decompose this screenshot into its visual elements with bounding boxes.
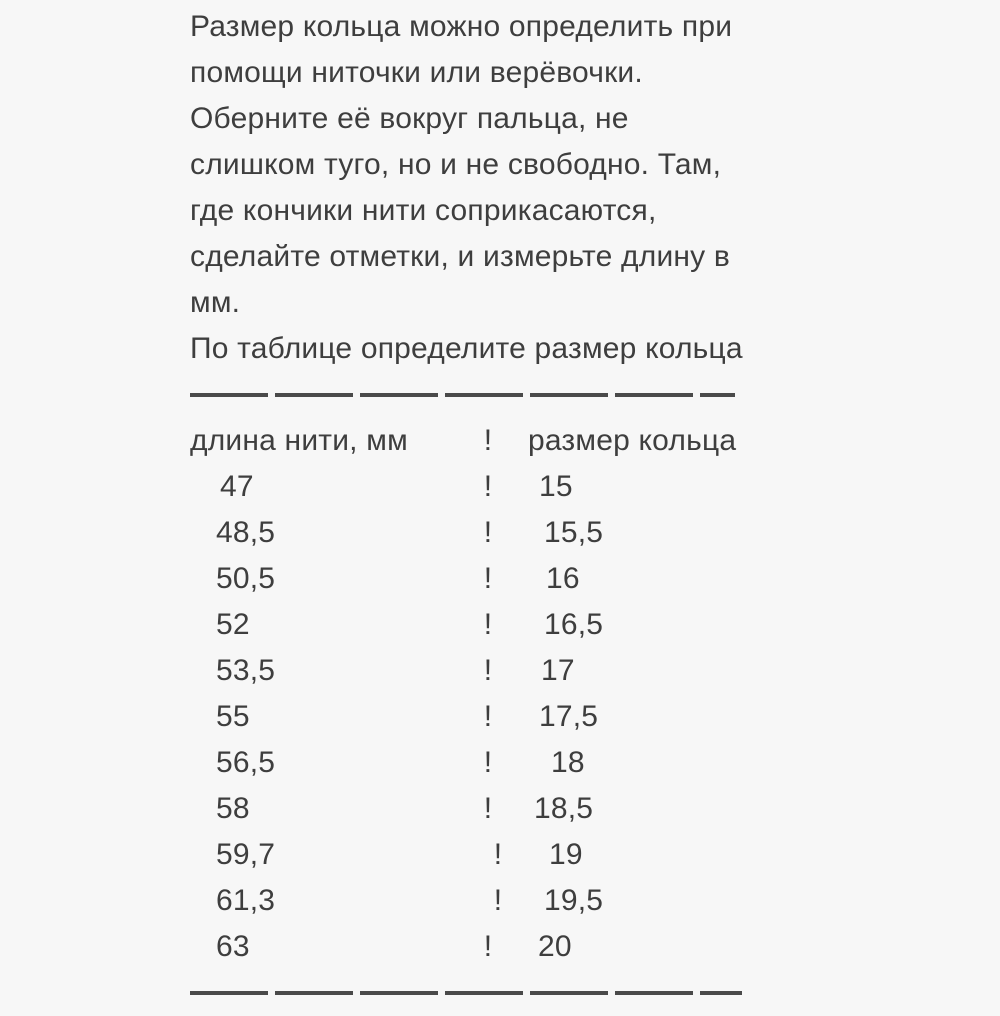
intro-line: Оберните её вокруг пальца, не: [190, 102, 629, 135]
table-row: [190, 924, 745, 970]
row-separator-mark: !: [483, 470, 493, 503]
row-separator-mark: !: [483, 792, 493, 825]
thread-length-value: 48,5: [216, 516, 276, 549]
ring-size-value: 15,5: [544, 516, 604, 549]
intro-line: Размер кольца можно определить при: [190, 10, 733, 43]
ring-size-value: 16,5: [544, 608, 604, 641]
row-separator-mark: !: [483, 562, 493, 595]
table-bottom-divider-row: [190, 970, 745, 1016]
thread-length-value: 59,7: [216, 838, 276, 871]
column-header-thread-length: длина нити, мм: [190, 424, 408, 457]
ring-size-value: 18,5: [534, 792, 594, 825]
table-header-row: [190, 418, 745, 464]
ring-size-value: 19,5: [544, 884, 604, 917]
ring-size-value: 16: [546, 562, 580, 595]
ring-size-value: 17,5: [539, 700, 599, 733]
intro-line: помощи ниточки или верёвочки.: [190, 56, 643, 89]
table-top-divider: [190, 393, 735, 397]
thread-length-value: 53,5: [216, 654, 276, 687]
table-row: [190, 648, 745, 694]
row-separator-mark: !: [493, 838, 503, 871]
row-separator-mark: !: [483, 746, 493, 779]
row-separator-mark: !: [483, 654, 493, 687]
thread-length-value: 55: [216, 700, 250, 733]
intro-line: где кончики нити соприкасаются,: [190, 194, 657, 227]
ring-size-value: 18: [551, 746, 585, 779]
thread-length-value: 52: [216, 608, 250, 641]
intro-line: мм.: [190, 286, 241, 319]
ring-size-value: 15: [539, 470, 573, 503]
thread-length-value: 47: [220, 470, 254, 503]
thread-length-value: 56,5: [216, 746, 276, 779]
row-separator-mark: !: [483, 700, 493, 733]
ring-size-table: [190, 418, 745, 970]
table-bottom-divider: [190, 991, 742, 995]
row-separator-mark: !: [493, 884, 503, 917]
thread-length-value: 63: [216, 930, 250, 963]
intro-lead-in: По таблице определите размер кольца: [190, 332, 743, 365]
table-row: [190, 878, 745, 924]
table-row: [190, 556, 745, 602]
table-row: [190, 740, 745, 786]
table-row: [190, 464, 745, 510]
intro-paragraph: [190, 4, 745, 372]
ring-size-value: 20: [538, 930, 572, 963]
row-separator-mark: !: [483, 930, 493, 963]
thread-length-value: 58: [216, 792, 250, 825]
row-separator-mark: !: [483, 516, 493, 549]
ring-size-value: 19: [549, 838, 583, 871]
table-row: [190, 832, 745, 878]
row-separator-mark: !: [483, 608, 493, 641]
thread-length-value: 61,3: [216, 884, 276, 917]
table-top-divider-row: [190, 372, 745, 418]
intro-line: слишком туго, но и не свободно. Там,: [190, 148, 722, 181]
column-header-ring-size: размер кольца: [528, 424, 737, 457]
intro-line: сделайте отметки, и измерьте длину в: [190, 240, 731, 273]
ring-size-value: 17: [541, 654, 575, 687]
table-row: [190, 786, 745, 832]
table-row: [190, 510, 745, 556]
thread-length-value: 50,5: [216, 562, 276, 595]
column-separator-mark: !: [483, 424, 493, 457]
table-row: [190, 602, 745, 648]
table-row: [190, 694, 745, 740]
